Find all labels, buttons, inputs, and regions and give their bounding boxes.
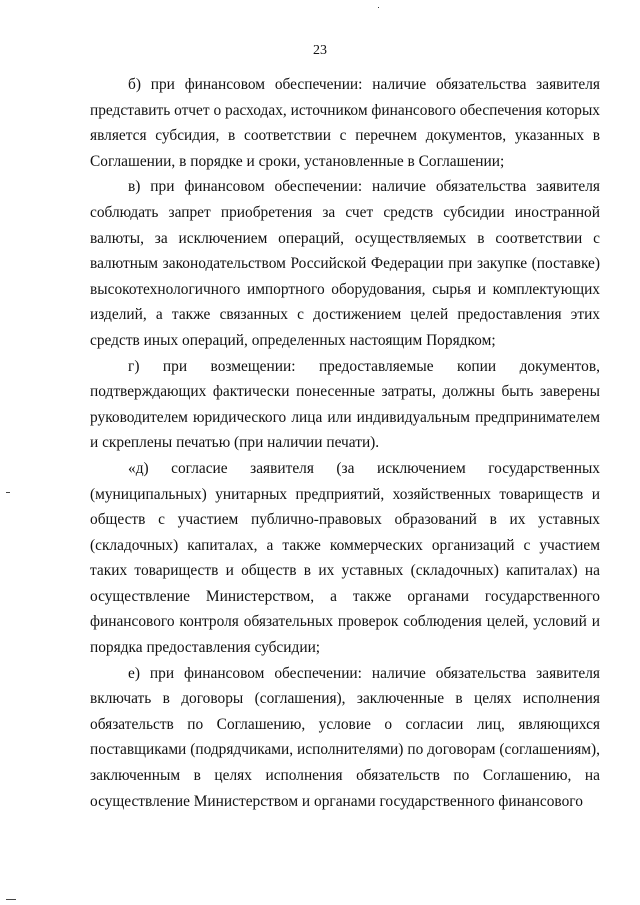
paragraph-d: «д) согласие заявителя (за исключением государственных (муниципальных) унитарных предприятий, хозяйственных товариществ и обществ с участием публично-правовых образований в их уставных (складочных) капиталах, а также коммерческих организаций с участием таких товариществ и обществ в их уставных (складочных) капиталах) на осуществление Министерством, а также органами государственного финансового контроля обязательных проверок соблюдения целей, условий и порядка предоставления субсидии; [90, 459, 600, 657]
paragraph-b: б) при финансовом обеспечении: наличие обязательства заявителя представить отчет о расходах, источником финансового обеспечения которых является субсидия, в соответствии с перечнем документов, указанных в Соглашении, в порядке и сроки, установленные в Соглашении; [90, 76, 600, 170]
scan-dot [378, 7, 379, 8]
paragraph-v: в) при финансовом обеспечении: наличие обязательства заявителя соблюдать запрет приобретения за счет средств субсидии иностранной валюты, за исключением операций, осуществляемых в соответствии с валютным законодательством Российской Федерации при закупке (поставке) высокотехнологичного импортного оборудования, сырья и комплектующих изделий, а также связанных с достижением целей предоставления этих средств иных операций, определенных настоящим Порядком; [90, 178, 600, 349]
scan-mark [6, 492, 10, 493]
paragraph-e: е) при финансовом обеспечении: наличие обязательства заявителя включать в договоры (соглашения), заключенные в целях исполнения обязательств по Соглашению, условие о согласии лиц, являющихся поставщиками (подрядчиками, исполнителями) по договорам (соглашениям), заключенным в целях исполнения обязательств по Соглашению, на осуществление Министерством и органами государственного финансового [90, 664, 600, 810]
page-number: 23 [313, 43, 327, 58]
paragraph-g: г) при возмещении: предоставляемые копии документов, подтверждающих фактически понесенные затраты, должны быть заверены руководителем юридического лица или индивидуальным предпринимателем и скреплены печатью (при наличии печати). [90, 357, 600, 452]
document-body [90, 72, 600, 814]
scan-mark [6, 899, 16, 900]
